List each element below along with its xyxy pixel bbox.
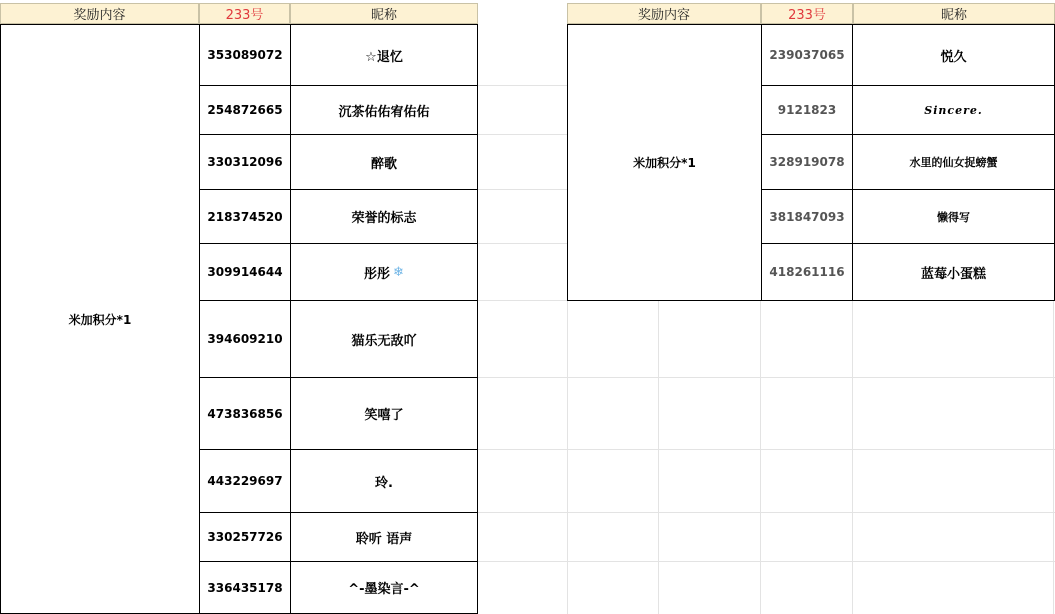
- right-reward-cell[interactable]: 米加积分*1: [567, 24, 762, 301]
- left-row-7-nickname[interactable]: 笑嘻了: [290, 377, 478, 450]
- left-row-1-nickname[interactable]: ☆退忆: [290, 24, 478, 86]
- left-row-10-id[interactable]: 336435178: [199, 561, 291, 614]
- right-row-1-id[interactable]: 239037065: [761, 24, 853, 86]
- left-header-reward[interactable]: 奖励内容: [0, 3, 199, 24]
- left-row-10-nickname[interactable]: ^-墨染言-^: [290, 561, 478, 614]
- right-row-2-id[interactable]: 9121823: [761, 85, 853, 135]
- right-header-nickname[interactable]: 昵称: [853, 3, 1055, 24]
- left-row-5-id[interactable]: 309914644: [199, 243, 291, 301]
- right-row-5-nickname[interactable]: 蓝莓小蛋糕: [852, 243, 1055, 301]
- left-row-3-id[interactable]: 330312096: [199, 134, 291, 190]
- left-row-4-id[interactable]: 218374520: [199, 189, 291, 244]
- snowflake-icon: ❄: [393, 264, 404, 280]
- right-header-id[interactable]: 233号: [761, 3, 853, 24]
- left-header-id[interactable]: 233号: [199, 3, 290, 24]
- left-row-9-id[interactable]: 330257726: [199, 512, 291, 562]
- left-row-2-nickname[interactable]: 沉茶佑佑宥佑佑: [290, 85, 478, 135]
- right-row-5-id[interactable]: 418261116: [761, 243, 853, 301]
- left-reward-cell[interactable]: 米加积分*1: [0, 24, 200, 614]
- left-row-2-id[interactable]: 254872665: [199, 85, 291, 135]
- right-row-3-nickname[interactable]: 水里的仙女捉螃蟹: [852, 134, 1055, 190]
- right-row-4-id[interactable]: 381847093: [761, 189, 853, 244]
- left-row-7-id[interactable]: 473836856: [199, 377, 291, 450]
- right-row-3-id[interactable]: 328919078: [761, 134, 853, 190]
- left-row-3-nickname[interactable]: 醉歌: [290, 134, 478, 190]
- left-header-nickname[interactable]: 昵称: [290, 3, 478, 24]
- left-row-9-nickname[interactable]: 聆听 语声: [290, 512, 478, 562]
- left-row-8-id[interactable]: 443229697: [199, 449, 291, 513]
- left-row-1-id[interactable]: 353089072: [199, 24, 291, 86]
- left-row-8-nickname[interactable]: 玲.: [290, 449, 478, 513]
- left-row-6-nickname[interactable]: 猫乐无敌吖: [290, 300, 478, 378]
- right-row-1-nickname[interactable]: 悦久: [852, 24, 1055, 86]
- left-row-6-id[interactable]: 394609210: [199, 300, 291, 378]
- right-row-4-nickname[interactable]: 懒得写: [852, 189, 1055, 244]
- right-header-reward[interactable]: 奖励内容: [567, 3, 761, 24]
- right-row-2-nickname[interactable]: Sincere.: [852, 85, 1055, 135]
- left-row-5-nickname[interactable]: [290, 243, 478, 301]
- left-row-5-nickname-text: 彤彤: [364, 266, 391, 282]
- left-row-4-nickname[interactable]: 荣誉的标志: [290, 189, 478, 244]
